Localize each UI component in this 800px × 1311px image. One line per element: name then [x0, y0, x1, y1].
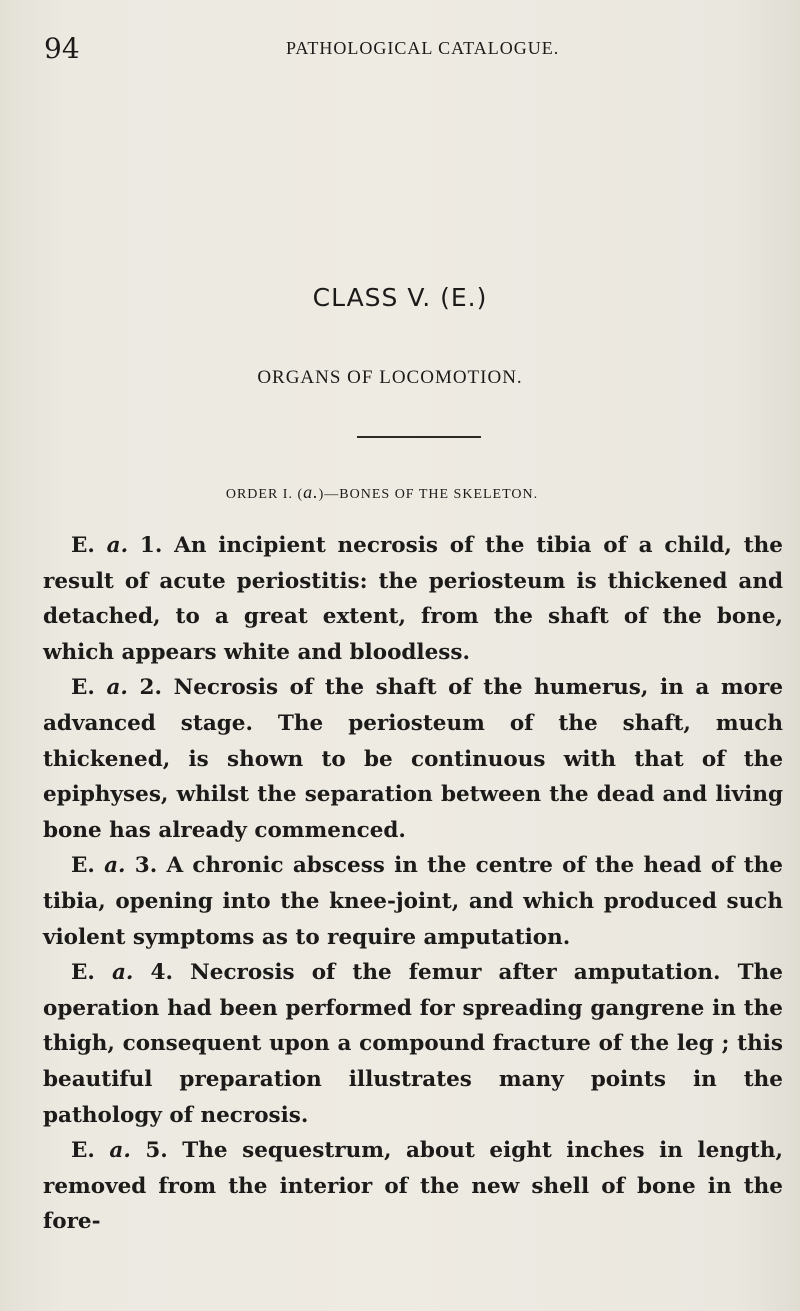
entry-reference: E. a. 1.: [71, 533, 163, 558]
class-heading: CLASS V. (E.): [312, 283, 488, 312]
order-heading-prefix: ORDER I. (: [225, 487, 304, 502]
entry-text: Necrosis of the femur after amputation. The operation had been performed for spreading gangrene in the thigh, consequent upon a compound fracture of the leg ; this beautiful preparation illustrates many points in the pathology of necrosis.: [43, 960, 783, 1128]
order-heading: [0, 482, 764, 503]
entry-text: An incipient necrosis of the tibia of a child, the result of acute periostitis: the periosteum is thickened and detached, to a great extent, from the shaft of the bone, which appears white and bloodless.: [43, 533, 783, 665]
entry-reference: E. a. 3.: [71, 853, 158, 879]
order-heading-suffix: )—BONES OF THE SKELETON.: [318, 487, 539, 502]
catalogue-entry: [43, 1133, 783, 1240]
catalogue-entry: [43, 848, 783, 955]
running-title: PATHOLOGICAL CATALOGUE.: [286, 38, 560, 58]
section-heading: ORGANS OF LOCOMOTION.: [257, 367, 523, 388]
entry-text: A chronic abscess in the centre of the head of the tibia, opening into the knee-joint, and which produced such violent symptoms as to require amputation.: [43, 853, 783, 950]
catalogue-entry: [43, 955, 783, 1133]
section-divider: [357, 436, 481, 438]
running-head: [0, 28, 800, 68]
entry-text: The sequestrum, about eight inches in length, removed from the interior of the new shell of bone in the fore-: [43, 1138, 783, 1235]
catalogue-entry: [43, 528, 783, 670]
entry-text: Necrosis of the shaft of the humerus, in a more advanced stage. The periosteum of the shaft, much thickened, is shown to be continuous with that of the epiphyses, whilst the separation between the dead and living bone has already commenced.: [43, 675, 783, 843]
catalogue-entries: [43, 528, 783, 1240]
entry-reference: E. a. 4.: [71, 960, 173, 986]
catalogue-entry: [43, 670, 783, 848]
page-number: 94: [44, 32, 80, 65]
order-heading-letter: a.: [303, 482, 319, 502]
entry-reference: E. a. 2.: [71, 675, 162, 701]
entry-reference: E. a. 5.: [71, 1138, 168, 1164]
